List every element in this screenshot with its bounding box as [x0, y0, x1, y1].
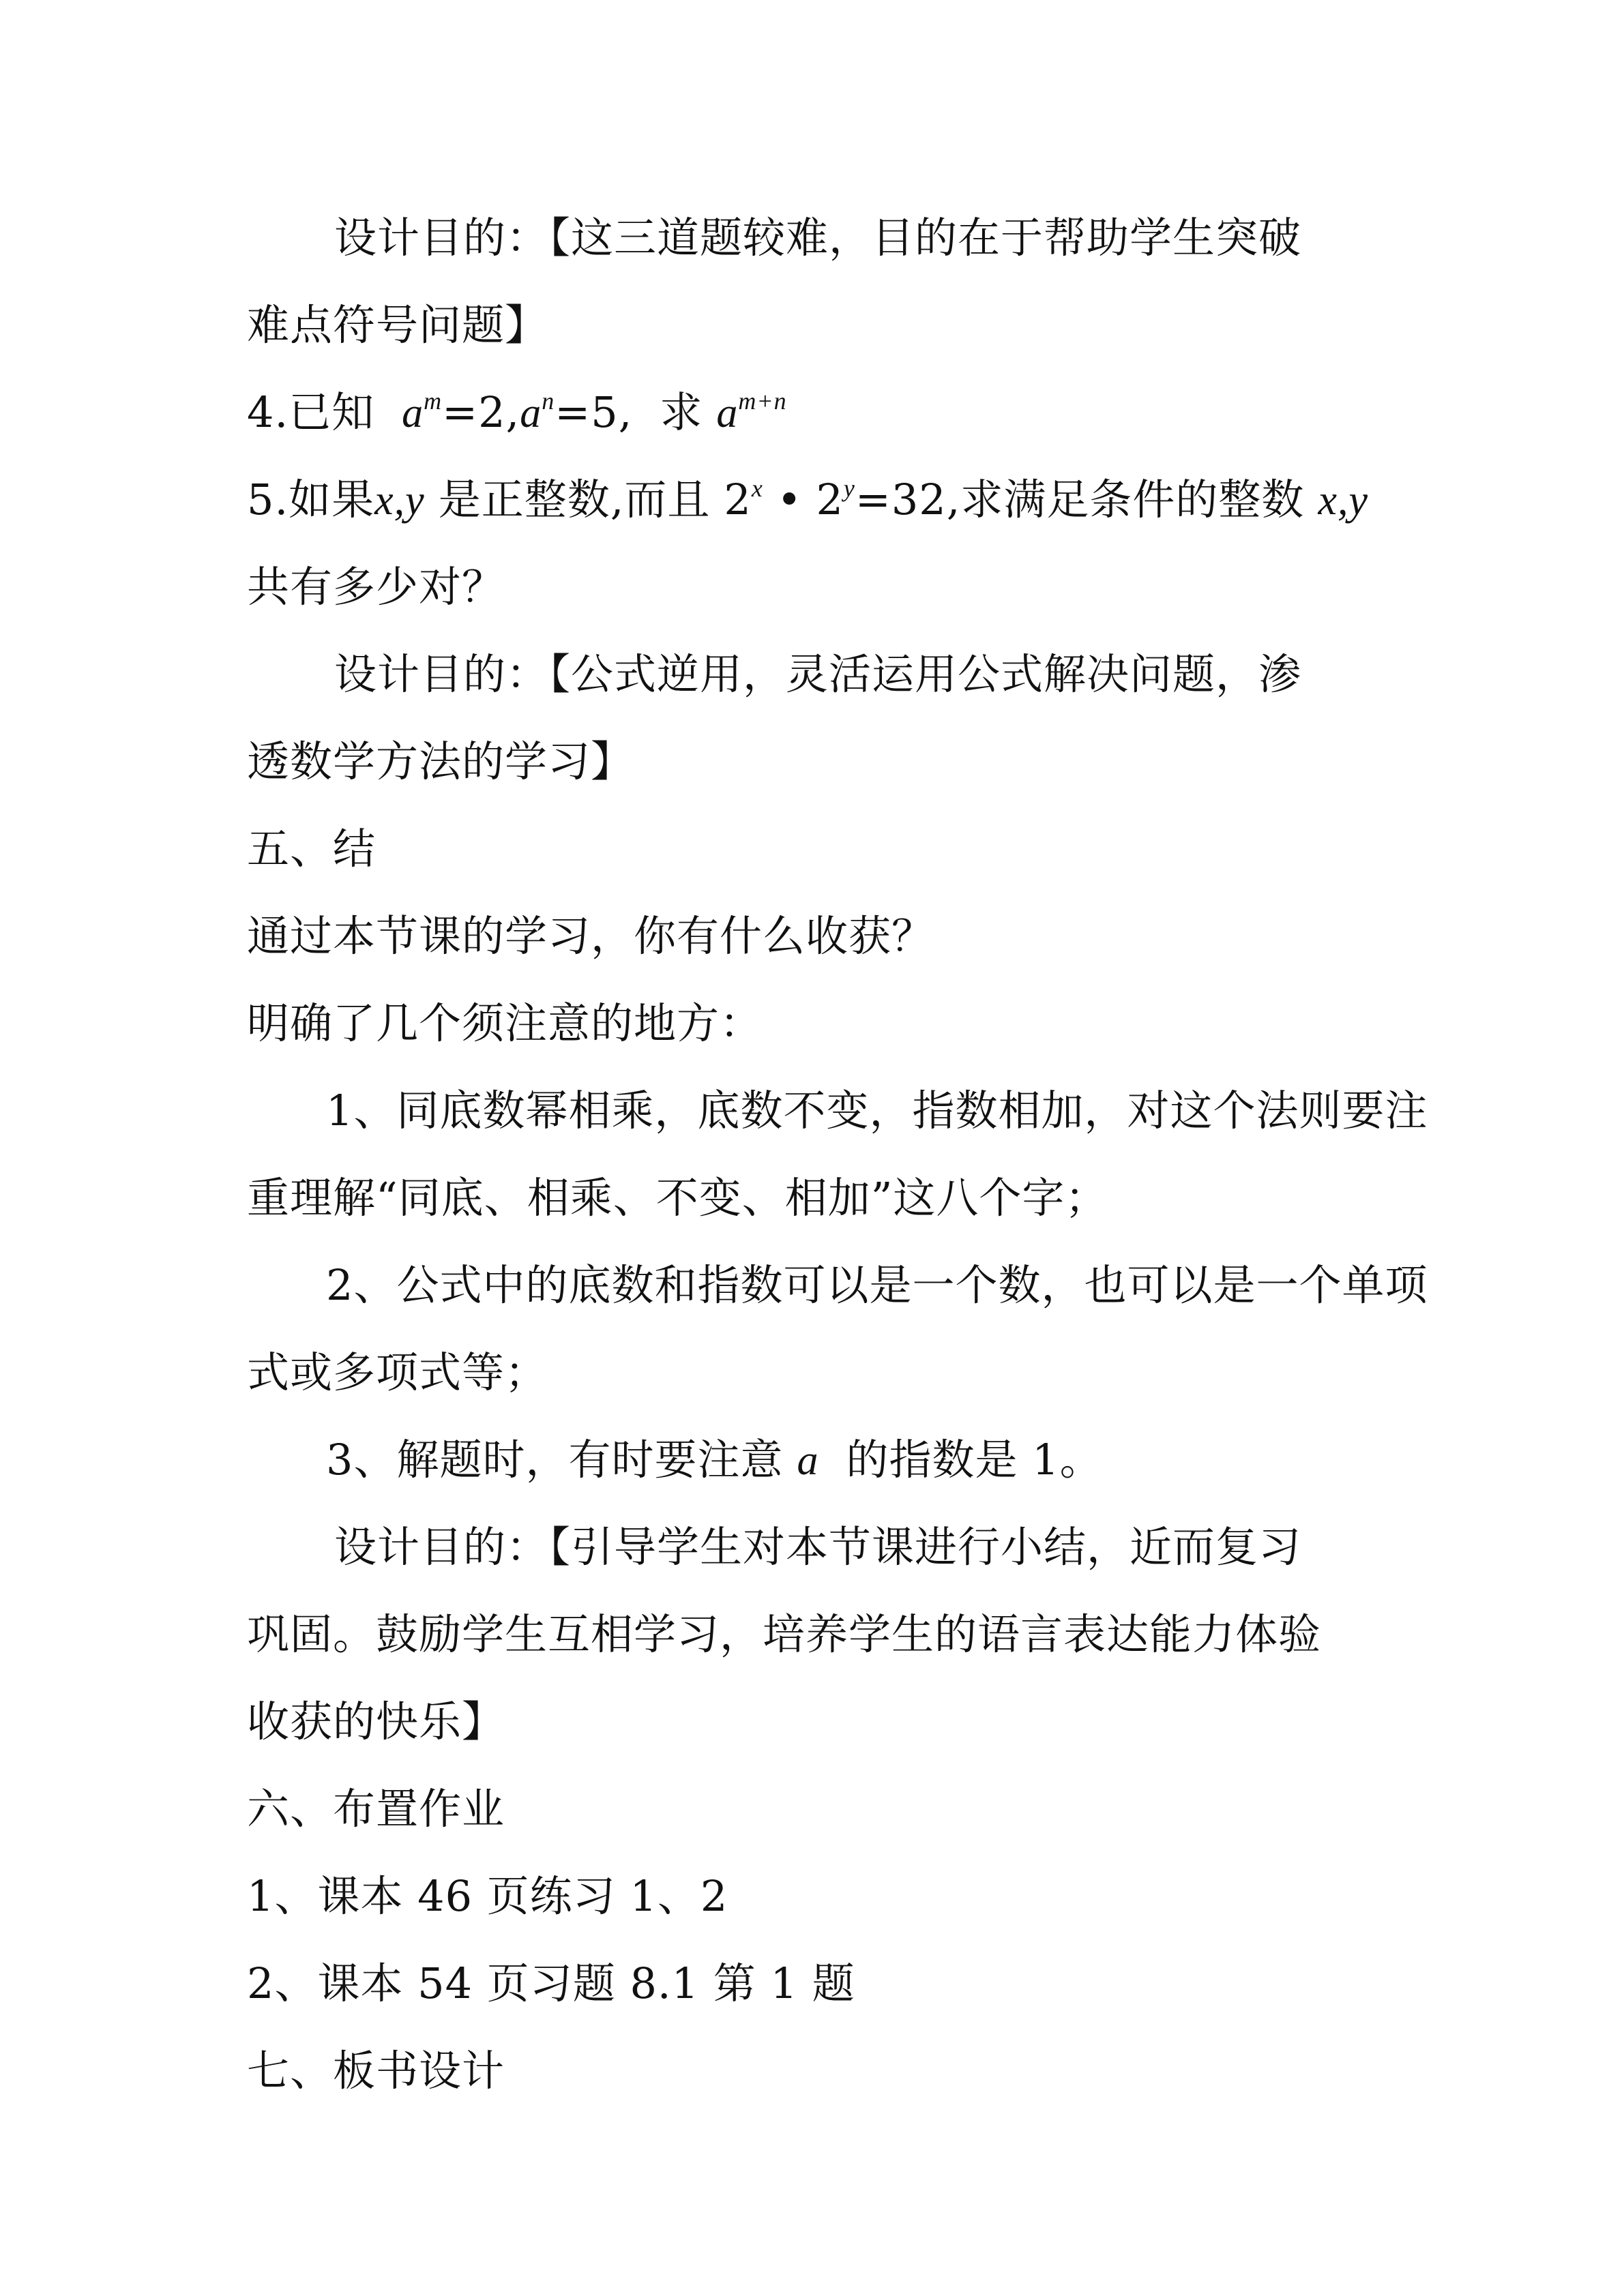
question-4 [247, 387, 787, 437]
question-5-rest: =32,求满足条件的整数 [855, 475, 1305, 524]
section-5-heading: 五、结 [247, 824, 377, 874]
base-a: a [716, 390, 739, 436]
design-purpose-1-line-1: 设计目的：【这三道题较难，目的在于帮助学生突破 [334, 213, 1302, 263]
exponent-m: m [424, 387, 443, 415]
design-purpose-3-line-2: 巩固。鼓励学生互相学习，培养学生的语言表达能力体验 [247, 1609, 1322, 1659]
exponent-y: y [843, 475, 855, 502]
variables-xy: x,y [1318, 477, 1368, 524]
base-a: a [520, 390, 542, 436]
design-purpose-2-line-2: 透数学方法的学习】 [247, 736, 634, 786]
homework-item-2: 2、课本 54 页习题 8.1 第 1 题 [247, 1958, 855, 2008]
note-3-suffix: 的指数是 1。 [846, 1435, 1103, 1485]
note-1-line-1: 1、同底数幂相乘，底数不变，指数相加，对这个法则要注 [326, 1086, 1428, 1135]
base-two: 2 [816, 475, 844, 524]
note-2-line-2: 式或多项式等； [247, 1347, 548, 1397]
note-2-line-1: 2、公式中的底数和指数可以是一个数，也可以是一个单项 [326, 1260, 1428, 1310]
section-6-heading: 六、布置作业 [247, 1784, 505, 1834]
note-3 [326, 1435, 1103, 1485]
question-4-prefix: 4.已知 [247, 387, 375, 437]
base-two: 2 [724, 475, 752, 524]
question-5-line-2: 共有多少对？ [247, 562, 505, 612]
variable-a: a [797, 1437, 819, 1484]
equation-1: =2, [442, 387, 520, 437]
design-purpose-1-line-2: 难点符号问题】 [247, 300, 548, 350]
note-3-prefix: 3、解题时，有时要注意 [326, 1435, 784, 1485]
exponent-x: x [751, 475, 763, 502]
equation-2: =5, [555, 387, 633, 437]
question-5-mid: 是正整数,而且 [438, 475, 711, 524]
section-7-heading: 七、板书设计 [247, 2046, 505, 2096]
multiply-dot: • [776, 475, 803, 524]
exponent-m-plus-n: m+n [738, 387, 787, 415]
question-5-prefix: 5.如果 [247, 475, 375, 524]
design-purpose-3-line-3: 收获的快乐】 [247, 1697, 505, 1746]
homework-item-1: 1、课本 46 页练习 1、2 [247, 1871, 728, 1921]
summary-question: 通过本节课的学习，你有什么收获？ [247, 911, 935, 961]
note-1-line-2: 重理解“同底、相乘、不变、相加”这八个字； [247, 1173, 1108, 1223]
design-purpose-2-line-1: 设计目的：【公式逆用，灵活运用公式解决问题，渗 [334, 649, 1302, 699]
design-purpose-3-line-1: 设计目的：【引导学生对本节课进行小结，近而复习 [334, 1522, 1302, 1572]
variables-xy: x,y [374, 477, 425, 524]
notes-title: 明确了几个须注意的地方： [247, 998, 763, 1048]
base-a: a [402, 390, 424, 436]
exponent-n: n [542, 387, 555, 415]
question-5-line-1 [247, 475, 1368, 524]
question-4-ask: 求 [660, 387, 703, 437]
